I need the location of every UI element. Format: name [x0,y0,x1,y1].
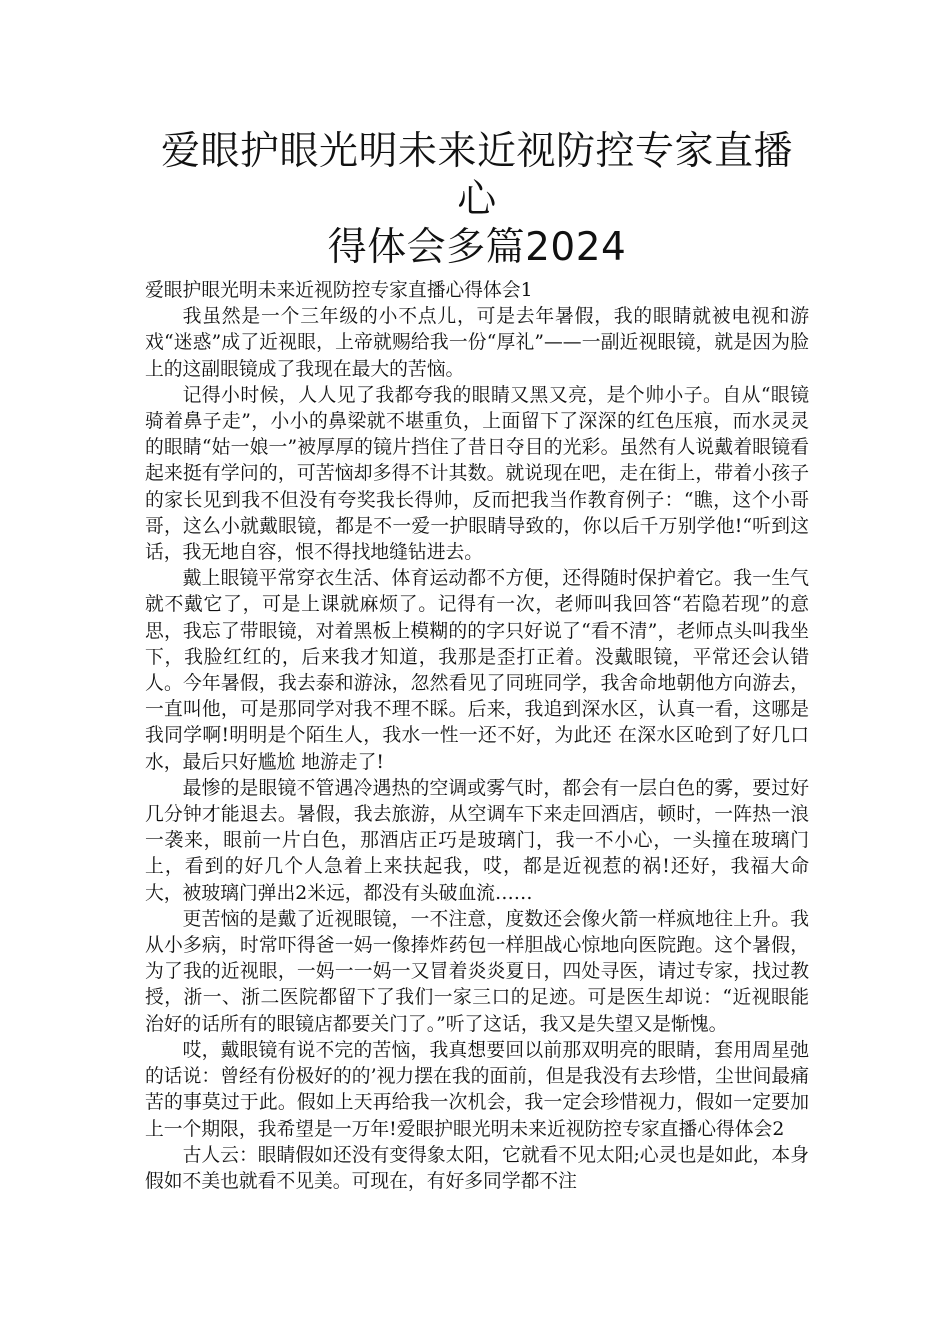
paragraph-1: 我虽然是一个三年级的小不点儿，可是去年暑假，我的眼睛就被电视和游戏“迷惑”成了近视眼，上帝就赐给我一份“厚礼”——一副近视眼镜，就是因为脸上的这副眼镜成了我现在最大的苦恼。 [145,306,809,380]
document-page [145,128,809,1195]
title-line-2: 得体会多篇2024 [327,225,627,270]
section-heading: 爱眼护眼光明未来近视防控专家直播心得体会1 [145,280,533,301]
paragraph-6: 哎，戴眼镜有说不完的苦恼，我真想要回以前那双明亮的眼睛，套用周星弛的话说：曾经有份极好的的’视力摆在我的面前，但是我没有去珍惜，尘世间最痛苦的事莫过于此。假如上天再给我一次机会，我一定会珍惜视力，假如一定要加上一个期限，我希望是一万年!爱眼护眼光明未来近视防控专家直播心得体会2 [145,1039,809,1140]
paragraph-4: 最惨的是眼镜不管遇冷遇热的空调或雾气时，都会有一层白色的雾，要过好几分钟才能退去。暑假，我去旅游，从空调车下来走回酒店，顿时，一阵热一浪一袭来，眼前一片白色，那酒店正巧是玻璃门，我一不小心，一头撞在玻璃门上，看到的好几个人急着上来扶起我，哎，都是近视惹的祸!还好，我福大命大，被玻璃门弹出2米远，都没有头破血流…… [145,777,809,904]
paragraph-7: 古人云：眼睛假如还没有变得象太阳，它就看不见太阳;心灵也是如此，本身假如不美也就看不见美。可现在，有好多同学都不注 [145,1144,809,1192]
paragraph-3: 戴上眼镜平常穿衣生活、体育运动都不方便，还得随时保护着它。我一生气就不戴它了，可是上课就麻烦了。记得有一次，老师叫我回答“若隐若现”的意思，我忘了带眼镜，对着黑板上模糊的的字只好说了“看不清”，老师点头叫我坐下，我脸红红的，后来我才知道，我那是歪打正着。没戴眼镜，平常还会认错人。今年暑假，我去泰和游泳，忽然看见了同班同学，我舍命地朝他方向游去，一直叫他，可是那同学对我不理不睬。后来，我追到深水区，认真一看，这哪是我同学啊!明明是个陌生人，我水一性一还不好，为此还 在深水区呛到了好几口水，最后只好尴尬 地游走了! [145,568,809,773]
paragraph-2: 记得小时候，人人见了我都夸我的眼睛又黑又亮，是个帅小子。自从“眼镜骑着鼻子走”，小小的鼻梁就不堪重负，上面留下了深深的红色压痕，而水灵灵的眼睛“姑一娘一”被厚厚的镜片挡住了昔日夺目的光彩。虽然有人说戴着眼镜看起来挺有学问的，可苦恼却多得不计其数。就说现在吧，走在街上，带着小孩子的家长见到我不但没有夸奖我长得帅，反而把我当作教育例子：“瞧，这个小哥哥，这么小就戴眼镜，都是不一爱一护眼睛导致的，你以后千万别学他!“听到这话，我无地自容，恨不得找地缝钻进去。 [145,384,809,564]
paragraph-5: 更苦恼的是戴了近视眼镜，一不注意，度数还会像火箭一样疯地往上升。我从小多病，时常吓得爸一妈一像捧炸药包一样胆战心惊地向医院跑。这个暑假，为了我的近视眼，一妈一一妈一又冒着炎炎夏日，四处寻医，请过专家，找过教授，浙一、浙二医院都留下了我们一家三口的足迹。可是医生却说：“近视眼能治好的话所有的眼镜店都要关门了。”听了这话，我又是失望又是惭愧。 [145,908,809,1035]
title-line-1: 爱眼护眼光明未来近视防控专家直播心 [160,129,793,222]
document-title [145,128,809,272]
